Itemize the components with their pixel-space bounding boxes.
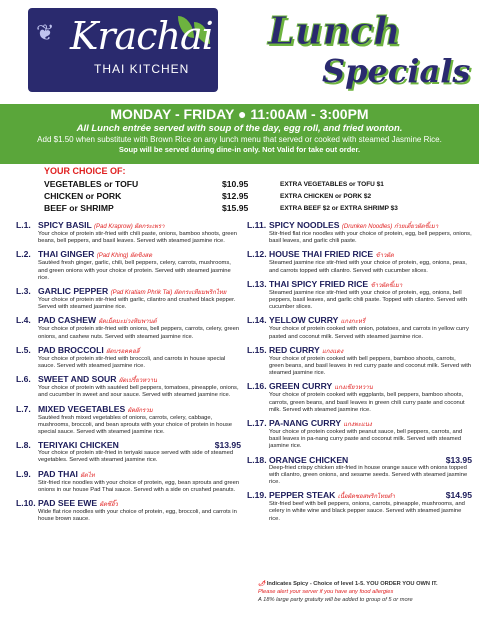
menu-item [16, 498, 241, 523]
item-title: MIXED VEGETABLES [38, 403, 126, 414]
choice-option: CHICKEN or PORK [44, 191, 122, 201]
item-description: Your choice of protein stir-fried with garlic, cilantro and crushed black pepper. Served with steamed jasmine rice. [38, 297, 236, 311]
item-description: Deep-fried crispy chicken stir-fried in house orange sauce with onions topped with cilantro, green onions, and sesame seeds. Served with steamed jasmine rice. [269, 464, 468, 486]
item-number: L.14. [247, 315, 267, 326]
menu-column-right [247, 220, 472, 527]
allergy-note: Please alert your server if you have any food allergies [258, 589, 394, 595]
item-title: PA-NANG CURRY [269, 418, 341, 429]
gratuity-note: A 18% large party gratuity will be added to group of 5 or more [258, 597, 413, 603]
item-number: L.17. [247, 418, 267, 429]
item-number: L.16. [247, 381, 267, 392]
menu-item [247, 315, 472, 340]
choice-title: YOUR CHOICE OF: [44, 166, 126, 176]
item-thai-name: เนื้อผัดซอสพริกไทยดำ [337, 494, 395, 501]
item-price: $14.95 [445, 490, 472, 501]
brown-rice-note: Add $1.50 when substitute with Brown Rice on any lunch menu that served or cooked with steamed Jasmine Rice. [37, 135, 442, 144]
item-description: Stir-fried beef with bell peppers, onions, carrots, pineapple, mushrooms, and celery in white wine and black pepper sauce. Served with steamed jasmine rice. [269, 501, 465, 522]
item-thai-name: ผัดไท [80, 472, 95, 479]
item-description: Your choice of protein stir-fried with chili paste, onions, bamboo shoots, green beans, bell peppers, and basil leaves. Served with steamed jasmine rice. [38, 231, 237, 245]
item-number: L.15. [247, 344, 267, 355]
item-title: THAI SPICY FRIED RICE [269, 278, 369, 289]
item-thai-name: (Pad Kraprow) ผัดกระเพรา [94, 224, 165, 230]
restaurant-logo [28, 8, 218, 92]
menu-item [16, 469, 241, 494]
item-number: L.5. [16, 344, 31, 355]
menu-item [16, 374, 241, 399]
menu-item [247, 279, 472, 312]
butterfly-icon: ❦ [36, 20, 55, 45]
choice-row [44, 190, 444, 202]
item-number: L.8. [16, 440, 31, 451]
item-thai-name: ข้าวผัดขี้เมา [370, 282, 403, 289]
chili-icon: 🌶 [258, 581, 266, 587]
item-title: YELLOW CURRY [269, 315, 339, 326]
item-thai-name: (Drunken Noodles) ก๋วยเตี๋ยวผัดขี้เมา [341, 224, 439, 230]
item-description: Your choice of protein stir-fried with broccoli, and carrots in house special sauce. Served with steamed jasmine rice. [38, 355, 226, 370]
item-description: Steamed jasmine rice stir-fried with your choice of protein, egg, onions, bell peppers, basil leaves, and garlic chili paste. Topped with cilantro. Served with cucumber slices. [269, 289, 468, 311]
menu-item [247, 381, 472, 414]
item-thai-name: ผัดบรอคคอลี่ [106, 348, 140, 355]
item-thai-name: ผัดผักรวม [127, 407, 153, 414]
menu-item [247, 455, 472, 487]
lunch-specials-sign [252, 6, 471, 100]
item-price: $13.95 [445, 454, 472, 465]
item-description: Your choice of protein stir-fried in teriyaki sauce served with side of steamed vegetables. Served with steamed jasmine rice. [38, 450, 234, 464]
menu-item [16, 315, 241, 340]
choice-extra: EXTRA CHICKEN or PORK $2 [280, 192, 372, 200]
item-thai-name: แกงแดง [322, 348, 344, 355]
item-thai-name: แกงพะแนง [343, 422, 372, 429]
item-number: L.6. [16, 374, 31, 385]
choice-row [44, 178, 444, 190]
item-title: RED CURRY [269, 344, 320, 355]
item-title: TERIYAKI CHICKEN [38, 440, 119, 451]
item-description: Wide flat rice noodles with your choice of protein, egg, broccoli, and carrots in house brown sauce. [38, 509, 237, 523]
menu-item [16, 345, 241, 370]
item-thai-name: ผัดเปรี้ยวหวาน [118, 378, 158, 385]
menu-item [16, 440, 241, 464]
item-title: THAI GINGER [38, 249, 95, 260]
item-number: L.13. [247, 278, 267, 289]
menu-item [16, 249, 241, 282]
item-number: L.18. [247, 454, 267, 465]
item-description: Stir-fried rice noodles with your choice of protein, egg, bean sprouts and green onions in our house Pad Thai sauce. Served with a side on crushed peanuts. [38, 479, 240, 493]
item-number: L.10. [16, 498, 36, 509]
item-number: L.12. [247, 249, 267, 260]
item-description: Your choice of protein cooked with peanut sauce, bell peppers, carrots, and basil leaves in pa-nang curry paste and coconut milk. Served with steamed jasmine rice. [269, 429, 463, 450]
sign-line-2: Specials [322, 52, 471, 90]
header [0, 0, 479, 104]
item-title: PEPPER STEAK [269, 490, 336, 501]
item-number: L.3. [16, 286, 31, 297]
menu-item [16, 286, 241, 311]
item-thai-name: แกงเขียวหวาน [334, 385, 373, 392]
soup-note: Soup will be served during dine-in only. Not Valid for take out order. [118, 145, 361, 154]
choice-price: $12.95 [222, 191, 249, 201]
item-thai-name: ข้าวผัด [375, 253, 394, 260]
hours-text: MONDAY - FRIDAY ● 11:00AM - 3:00PM [110, 106, 369, 122]
choice-row [44, 202, 444, 214]
choice-option: VEGETABLES or TOFU [44, 179, 139, 189]
logo-subtitle: THAI KITCHEN [94, 62, 190, 76]
item-title: PAD SEE EWE [38, 498, 98, 509]
choice-extra: EXTRA BEEF $2 or EXTRA SHRIMP $3 [280, 204, 398, 212]
item-title: PAD CASHEW [38, 315, 97, 326]
item-title: HOUSE THAI FRIED RICE [269, 249, 374, 260]
item-title: ORANGE CHICKEN [269, 454, 349, 465]
item-description: Sautéed fresh ginger, garlic, chili, bell peppers, celery, carrots, mushrooms, and green onions with your choice of protein. Served with steamed jasmine rice. [38, 260, 231, 281]
item-thai-name: ผัดซีอิ๊ว [99, 502, 118, 509]
item-description: Your choice of protein cooked with eggplants, bell peppers, bamboo shoots, carrots, green beans, and basil leaves in green chili curry paste and coconut milk. Served with steamed jasmine rice. [269, 392, 465, 413]
item-number: L.1. [16, 220, 31, 230]
item-title: PAD BROCCOLI [38, 344, 104, 355]
item-title: GARLIC PEPPER [38, 286, 109, 297]
protein-choices [44, 166, 444, 214]
item-thai-name: ผัดเม็ดมะม่วงหิมพานต์ [98, 319, 157, 326]
item-number: L.7. [16, 403, 31, 414]
item-description: Sautéed fresh mixed vegetables of onions, carrots, celery, cabbage, mushrooms, broccoli, and bean sprouts with your choice of protein in house special sauce. Served with steamed jasmine rice. [38, 414, 232, 436]
item-thai-name: (Pad Khing) ผัดขิงสด [96, 253, 153, 260]
hours-banner [0, 104, 479, 164]
menu-column-left [16, 220, 241, 527]
item-price: $13.95 [214, 440, 241, 451]
logo-name: Krachai [70, 14, 213, 58]
item-description: Stir-fried flat rice noodles with your choice of protein, egg, bell peppers, onions, basil leaves, and garlic chili paste. [269, 231, 472, 245]
menu-item [16, 404, 241, 437]
item-title: PAD THAI [38, 468, 78, 479]
menu-footer [258, 580, 476, 604]
item-description: Your choice of protein stir-fried with onions, bell peppers, carrots, celery, green onions, and cashew nuts. Served with steamed jasmine rice. [38, 326, 240, 340]
item-thai-name: (Pad Kratiam Phrik Tai) ผัดกระเทียมพริกไทย [110, 290, 227, 297]
item-title: GREEN CURRY [269, 381, 333, 392]
item-number: L.4. [16, 315, 31, 326]
sign-line-1: Lunch [268, 8, 401, 53]
choice-extra: EXTRA VEGETABLES or TOFU $1 [280, 180, 384, 188]
spicy-note: Indicates Spicy - Choice of level 1-5. YOU ORDER YOU OWN IT. [266, 581, 438, 587]
choice-price: $10.95 [222, 179, 249, 189]
item-number: L.9. [16, 468, 31, 479]
menu-item [247, 220, 472, 245]
menu-item [247, 490, 472, 523]
item-description: Steamed jasmine rice stir-fried with your choice of protein, egg, onions, peas, and carrots topped with cilantro. Served with cucumber slices. [269, 260, 467, 274]
menu-item [247, 249, 472, 274]
item-number: L.2. [16, 249, 31, 260]
item-description: Your choice of protein cooked with onion, potatoes, and carrots in yellow curry pasted and coconut milk. Served with steamed jasmine rice. [269, 326, 469, 340]
menu-item [247, 345, 472, 378]
choice-option: BEEF or SHRIMP [44, 203, 114, 213]
item-description: Your choice of protein cooked with bell peppers, bamboo shoots, carrots, green beans, and basil leaves in red curry paste and coconut milk. Served with steamed jasmine rice. [269, 355, 472, 377]
lunch-includes-text: All Lunch entrée served with soup of the day, egg roll, and fried wonton. [76, 123, 403, 134]
item-title: SWEET AND SOUR [38, 374, 117, 385]
item-number: L.19. [247, 490, 267, 501]
choice-price: $15.95 [222, 203, 249, 213]
item-description: Your choice of protein with sautéed bell peppers, tomatoes, pineapple, onions, and cucumber in sweet and sour sauce. Served with steamed jasmine rice. [38, 385, 239, 399]
menu-item [16, 220, 241, 245]
item-title: SPICY NOODLES [269, 220, 340, 230]
item-number: L.11. [247, 220, 267, 230]
menu-item [247, 418, 472, 451]
item-title: SPICY BASIL [38, 220, 92, 230]
item-thai-name: แกงกะหรี่ [340, 319, 366, 326]
